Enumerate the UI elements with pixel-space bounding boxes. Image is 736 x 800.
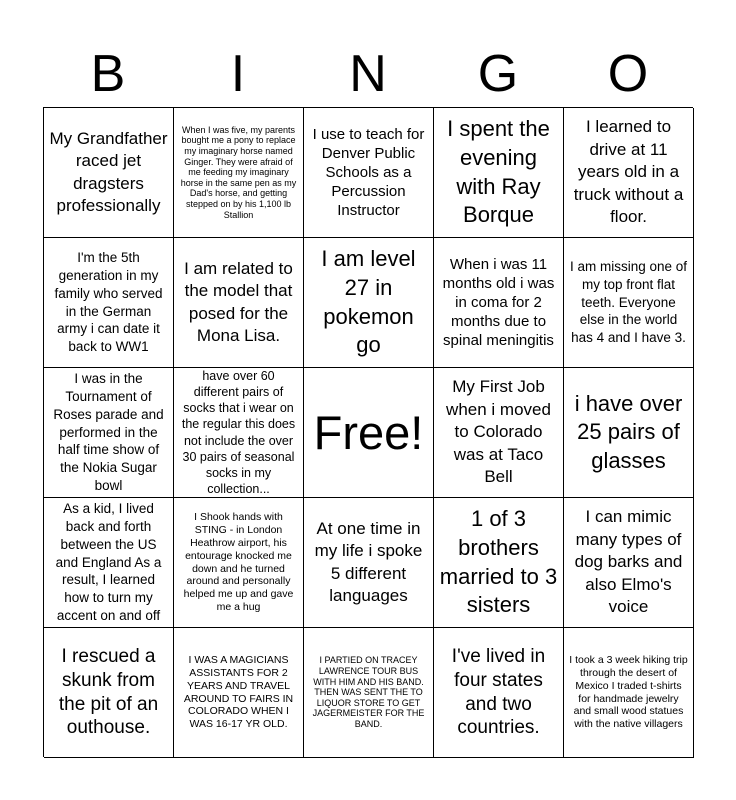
header-letter-o: O [607,45,649,103]
bingo-cell[interactable] [44,368,174,498]
free-space-text: Free! [313,406,424,459]
cell-text: I spent the evening with Ray Borque [447,116,550,228]
cell-text: 1 of 3 brothers married to 3 sisters [439,506,558,618]
cell-text: I've lived in four states and two countries. [451,646,546,739]
cell-text: I was in the Tournament of Roses parade and performed in the half time show of the Nokia Sugar bowl [53,371,164,494]
bingo-cell[interactable] [174,498,304,628]
bingo-cell[interactable] [434,108,564,238]
cell-text: When i was 11 months old i was in coma for 2 months due to spinal meningitis [442,255,555,350]
bingo-cell[interactable] [564,108,694,238]
bingo-cell[interactable] [44,108,174,238]
bingo-cell[interactable] [44,628,174,758]
bingo-cell[interactable] [304,628,434,758]
bingo-cell-free[interactable] [304,368,434,498]
cell-text: I PARTIED ON TRACEY LAWRENCE TOUR BUS WITH HIM AND HIS BAND. THEN WAS SENT THE TO LIQUOR STORE TO GET JAGERMEISTER FOR THE BAND. [312,655,425,730]
bingo-cell[interactable] [304,498,434,628]
bingo-cell[interactable] [564,368,694,498]
bingo-cell[interactable] [304,238,434,368]
cell-text: When I was five, my parents bought me a pony to replace my imaginary horse named Ginger. They were afraid of me feeding my imaginary horse in the same pen as my Dad's horse, and getting stepped on by his 1,100 lb Stallion [180,124,297,220]
header-letter-b: B [90,45,126,103]
bingo-cell[interactable] [564,498,694,628]
cell-text: I rescued a skunk from the pit of an outhouse. [58,646,159,739]
bingo-cell[interactable] [174,238,304,368]
bingo-cell[interactable] [434,498,564,628]
bingo-cell[interactable] [44,238,174,368]
bingo-cell[interactable] [434,238,564,368]
cell-text: I use to teach for Denver Public Schools as a Percussion Instructor [312,125,425,220]
cell-text: I am level 27 in pokemon go [321,246,416,358]
bingo-header [43,42,693,106]
bingo-cell[interactable] [564,238,694,368]
cell-text: My Grandfather raced jet dragsters professionally [49,128,168,215]
cell-text: I took a 3 week hiking trip through the desert of Mexico I traded t-shirts for handmade jewelry and small wood statues with the native villagers [569,654,688,731]
bingo-card-grid [43,107,693,757]
bingo-cell[interactable] [174,628,304,758]
cell-text: I can mimic many types of dog barks and also Elmo's voice [574,507,683,617]
header-letter-n: N [349,45,387,103]
cell-text: I Shook hands with STING - in London Heathrow airport, his entourage knocked me down and he turned around and personally helped me up and gave me a hug [183,511,294,613]
header-letter-i: I [230,45,246,103]
cell-text: i have over 25 pairs of glasses [574,390,683,473]
bingo-cell[interactable] [564,628,694,758]
cell-text: I'm the 5th generation in my family who served in the German army i can date it back to WW1 [54,250,163,355]
cell-text: At one time in my life i spoke 5 different languages [314,518,423,605]
bingo-cell[interactable] [174,368,304,498]
bingo-cell[interactable] [174,108,304,238]
bingo-cell[interactable] [44,498,174,628]
bingo-cell[interactable] [434,628,564,758]
cell-text: My First Job when i moved to Colorado was at Taco Bell [446,377,551,487]
cell-text: have over 60 different pairs of socks that i wear on the regular this does not include the over 30 pairs of seasonal socks in my collection... [181,368,296,497]
cell-text: I am missing one of my top front flat teeth. Everyone else in the world has 4 and I have 3. [569,258,688,346]
bingo-cell[interactable] [304,108,434,238]
header-letter-g: G [477,45,519,103]
cell-text: As a kid, I lived back and forth between the US and England As a result, I learned how to turn my accent on and off [55,501,162,624]
cell-text: I WAS A MAGICIANS ASSISTANTS FOR 2 YEARS AND TRAVEL AROUND TO FAIRS IN COLORADO WHEN I WAS 16-17 YR OLD. [183,654,294,731]
bingo-cell[interactable] [434,368,564,498]
cell-text: I am related to the model that posed for the Mona Lisa. [184,258,293,345]
cell-text: I learned to drive at 11 years old in a truck without a floor. [573,117,684,227]
